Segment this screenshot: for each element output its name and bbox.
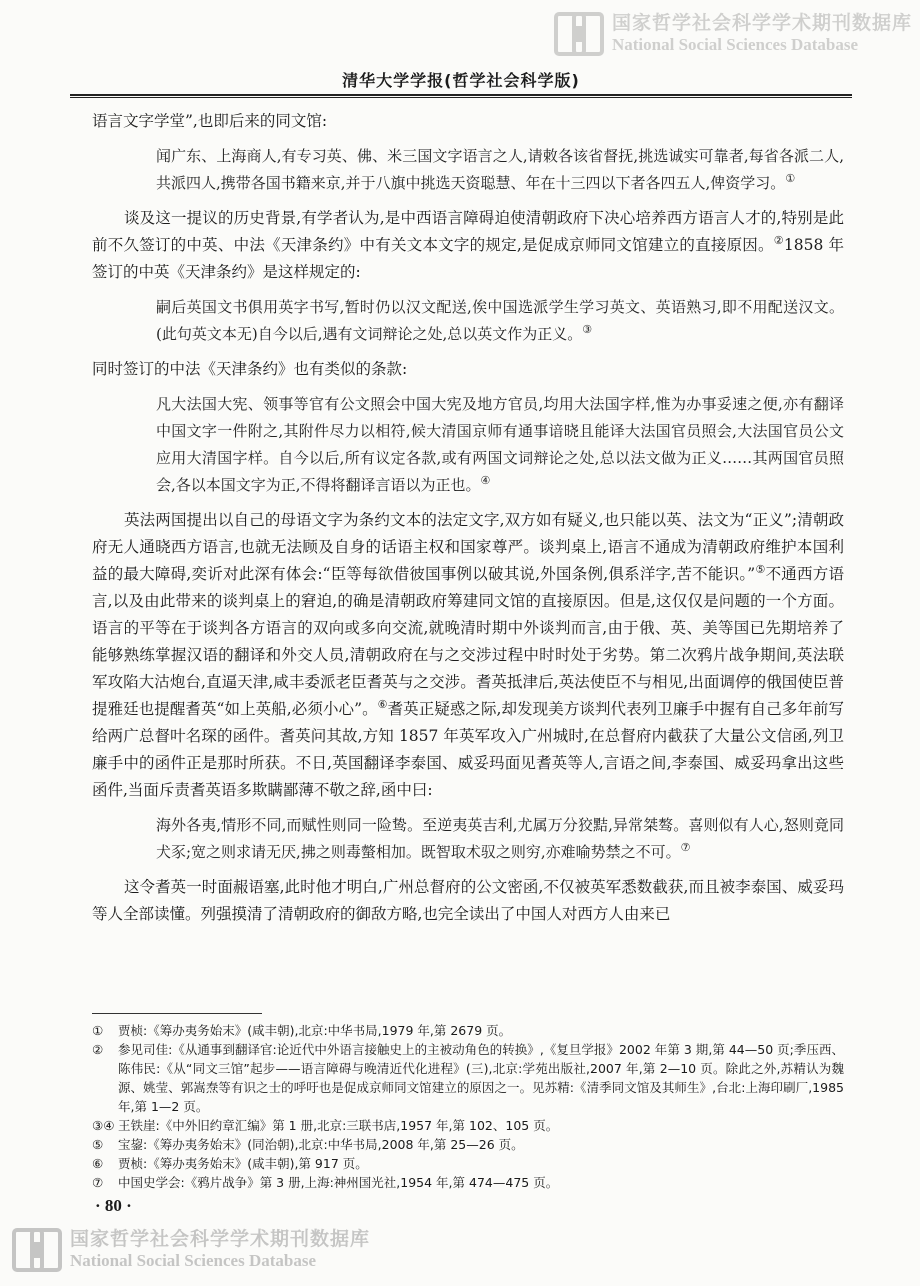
footnote-marker[interactable]: ⑤ xyxy=(755,562,766,576)
main-text xyxy=(92,108,844,928)
database-logo-icon xyxy=(554,10,604,58)
footnote-item xyxy=(92,1173,844,1192)
block-quote: 嗣后英国文书俱用英字书写,暂时仍以汉文配送,俟中国选派学生学习英文、英语熟习,即不用配送汉文。(此句英文本无)自今以后,遇有文词辩论之处,总以英文作为正义。③ xyxy=(156,298,844,343)
paragraph: 语言文字学堂”,也即后来的同文馆: xyxy=(92,112,328,130)
footnote-mark: ⑥ xyxy=(92,1156,104,1171)
paragraph: 英法两国提出以自己的母语文字为条约文本的法定文字,双方如有疑义,也只能以英、法文为“正义”;清朝政府无人通晓西方语言,也就无法顾及自身的话语主权和国家尊严。谈判桌上,语言不通成为清朝政府维护本国利益的最大障碍,奕䜣对此深有体会:“臣等每欲借彼国事例以破其说,外国条例,俱系洋字,苦不能识。”⑤不通西方语言,以及由此带来的谈判桌上的窘迫,的确是清朝政府筹建同文馆的直接原因。但是,这仅仅是问题的一个方面。语言的平等在于谈判各方语言的双向或多向交流,就晚清时期中外谈判而言,由于俄、英、美等国已先期培养了能够熟练掌握汉语的翻译和外交人员,清朝政府在与之交涉过程中时时处于劣势。第二次鸦片战争期间,英法联军攻陷大沽炮台,直逼天津,咸丰委派老臣耆英与之交涉。耆英抵津后,英法使臣不与相见,出面调停的俄国使臣普提雅廷也提醒耆英“如上英船,必须小心”。⑥耆英正疑惑之际,却发现美方谈判代表列卫廉手中握有自己多年前写给两广总督叶名琛的函件。耆英问其故,方知 1857 年英军攻入广州城时,在总督府内截获了大量公文信函,列卫廉手中的函件正是那时所获。不日,英国翻译李泰国、威妥玛面见耆英等人,言语之间,李泰国、威妥玛拿出这些函件,当面斥责耆英语多欺瞒鄙薄不敬之辞,函中曰: xyxy=(92,511,844,799)
header-rule xyxy=(70,94,852,96)
watermark-bottom xyxy=(12,1226,370,1274)
footnote-marker[interactable]: ⑦ xyxy=(680,841,691,854)
footnote-marker[interactable]: ④ xyxy=(480,474,491,487)
footnote-mark: ① xyxy=(92,1023,104,1038)
footnote-marker[interactable]: ① xyxy=(785,172,796,185)
footnote-rule xyxy=(92,1013,262,1014)
footnote-marker[interactable]: ⑥ xyxy=(377,697,388,711)
watermark-top xyxy=(554,10,912,58)
database-logo-icon xyxy=(12,1226,62,1274)
footnote-text: 王铁崖:《中外旧约章汇编》第 1 册,北京:三联书店,1957 年,第 102、105 页。 xyxy=(118,1118,559,1133)
running-head: 清华大学学报(哲学社会科学版) xyxy=(342,71,580,90)
watermark-cn: 国家哲学社会科学学术期刊数据库 xyxy=(611,12,912,35)
footnote-mark: ⑤ xyxy=(92,1137,104,1152)
watermark-en: National Social Sciences Database xyxy=(70,1251,317,1271)
block-quote: 闻广东、上海商人,有专习英、佛、米三国文字语言之人,请敕各该省督抚,挑选诚实可靠者,每省各派二人,共派四人,携带各国书籍来京,并于八旗中挑选天资聪慧、年在十三四以下者各四五人,俾资学习。① xyxy=(156,147,844,192)
paragraph: 这令耆英一时面赧语塞,此时他才明白,广州总督府的公文密函,不仅被英军悉数截获,而且被李泰国、威妥玛等人全部读懂。列强摸清了清朝政府的御敌方略,也完全读出了中国人对西方人由来已 xyxy=(92,878,844,923)
footnote-text: 参见司佳:《从通事到翻译官:论近代中外语言接触史上的主被动角色的转换》,《复旦学报》2002 年第 3 期,第 44—50 页;季压西、陈伟民:《从“同文三馆”起步——语言障碍与晚清近代化进程》(三),北京:学苑出版社,2007 年,第 2—10 页。除此之外,苏精认为魏源、姚莹、郭嵩焘等有识之士的呼吁也是促成京师同文馆建立的原因之一。见苏精:《清季同文馆及其师生》,台北:上海印刷厂,1985 年,第 1—2 页。 xyxy=(118,1042,844,1114)
footnote-item xyxy=(92,1154,844,1173)
watermark-en: National Social Sciences Database xyxy=(611,35,859,55)
header-rule-thin xyxy=(70,97,852,98)
footnote-item xyxy=(92,1021,844,1040)
footnote-text: 中国史学会:《鸦片战争》第 3 册,上海:神州国光社,1954 年,第 474—475 页。 xyxy=(118,1175,559,1190)
paragraph: 同时签订的中法《天津条约》也有类似的条款: xyxy=(92,360,408,378)
footnote-mark: ② xyxy=(92,1042,104,1057)
footnote-text: 贾桢:《筹办夷务始末》(咸丰朝),北京:中华书局,1979 年,第 2679 页。 xyxy=(118,1023,512,1038)
paragraph: 谈及这一提议的历史背景,有学者认为,是中西语言障碍迫使清朝政府下决心培养西方语言人才的,特别是此前不久签订的中英、中法《天津条约》中有关文本文字的规定,是促成京师同文馆建立的直接原因。②1858 年签订的中英《天津条约》是这样规定的: xyxy=(92,209,844,281)
footnote-marker[interactable]: ③ xyxy=(582,323,593,336)
footnote-text: 贾桢:《筹办夷务始末》(咸丰朝),第 917 页。 xyxy=(118,1156,368,1171)
footnote-mark: ⑦ xyxy=(92,1175,104,1190)
watermark-cn: 国家哲学社会科学学术期刊数据库 xyxy=(70,1228,371,1251)
block-quote: 凡大法国大宪、领事等官有公文照会中国大宪及地方官员,均用大法国字样,惟为办事妥速之便,亦有翻译中国文字一件附之,其附件尽力以相符,候大清国京师有通事谙晓且能译大法国官员照会,大法国官员公文应用大清国字样。自今以后,所有议定各款,或有两国文词辩论之处,总以法文做为正义……其两国官员照会,各以本国文字为正,不得将翻译言语以为正也。④ xyxy=(156,395,844,494)
footnote-marker[interactable]: ② xyxy=(773,233,784,247)
footnote-text: 宝鋆:《筹办夷务始末》(同治朝),北京:中华书局,2008 年,第 25—26 页。 xyxy=(118,1137,524,1152)
page-number: · 80 · xyxy=(95,1196,132,1215)
footnote-item xyxy=(92,1040,844,1116)
footnotes xyxy=(92,1021,844,1192)
footnote-item xyxy=(92,1135,844,1154)
footnote-mark: ③④ xyxy=(92,1118,115,1133)
block-quote: 海外各夷,情形不同,而赋性则同一险鸷。至逆夷英吉利,尤属万分狡黠,异常桀骜。喜则似有人心,怒则竟同犬豕;宽之则求请无厌,拂之则毒螫相加。既智取术驭之则穷,亦难喻势禁之不可。⑦ xyxy=(156,816,844,861)
footnote-item xyxy=(92,1116,844,1135)
